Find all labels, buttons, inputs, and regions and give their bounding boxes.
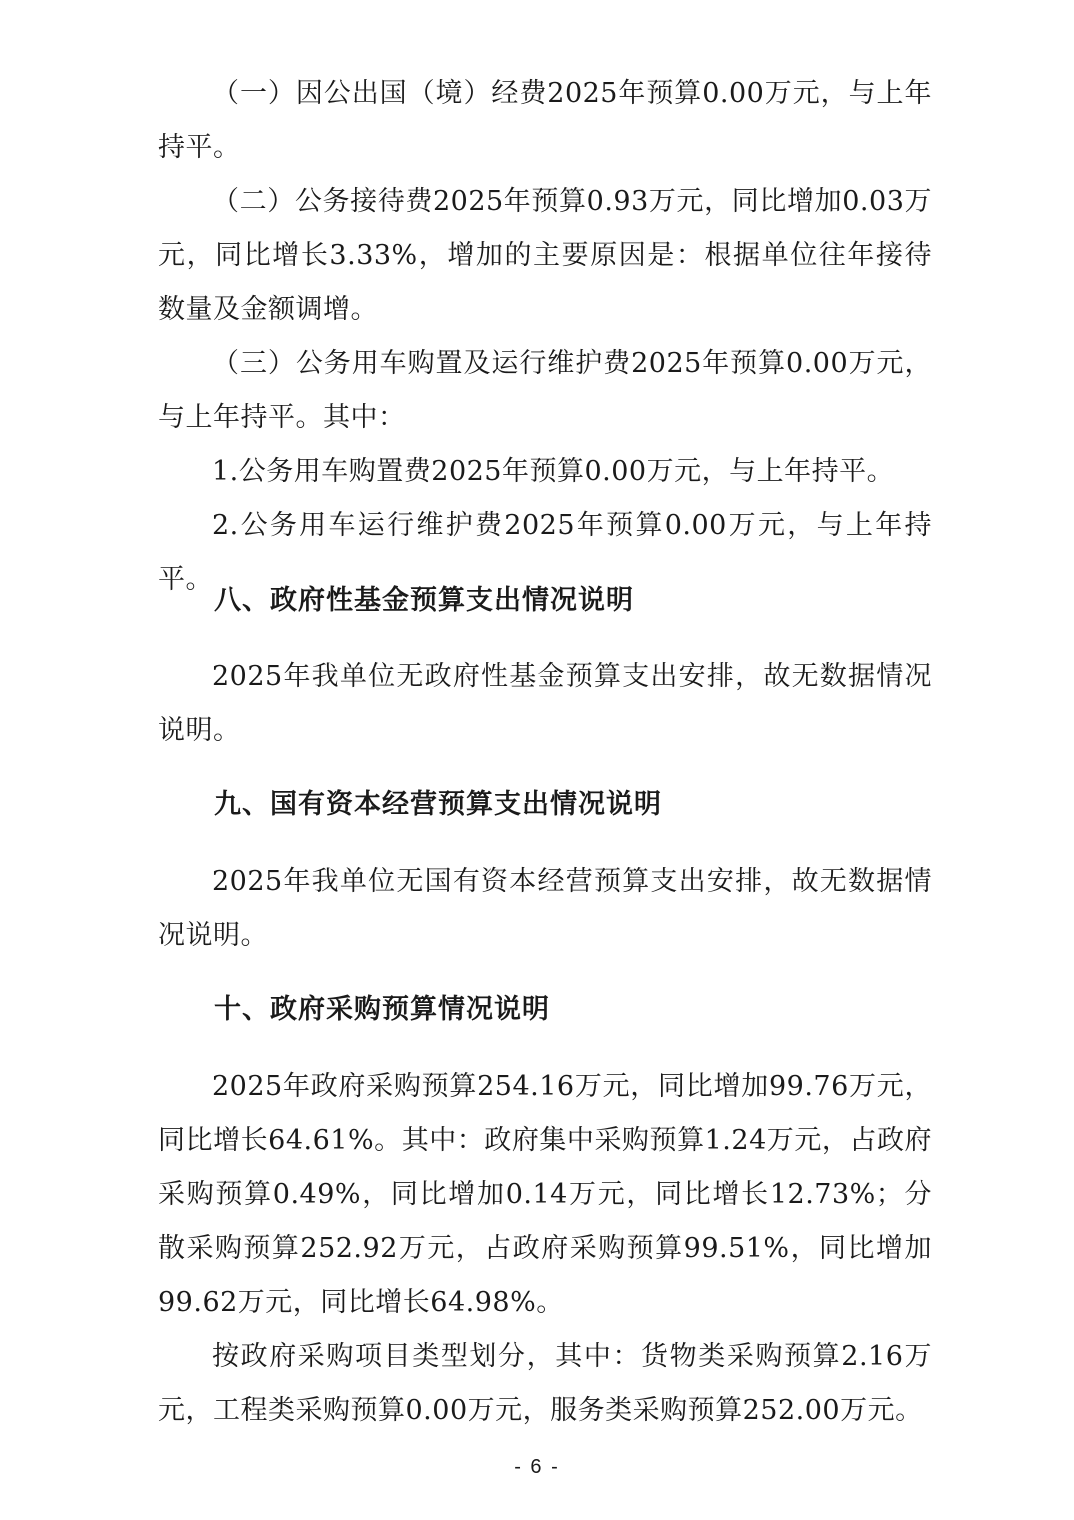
paragraph-vehicle-budget: （三）公务用车购置及运行维护费2025年预算0.00万元，与上年持平。其中： [158,348,932,433]
paragraph-state-capital: 2025年我单位无国有资本经营预算支出安排，故无数据情况说明。 [158,866,932,951]
paragraph-vehicle-purchase: 1.公务用车购置费2025年预算0.00万元，与上年持平。 [212,456,895,487]
paragraph-procurement-budget: 2025年政府采购预算254.16万元，同比增加99.76万元，同比增长64.61%。其中：政府集中采购预算1.24万元，占政府采购预算0.49%，同比增加0.14万元，同比增长12.73%；分散采购预算252.92万元，占政府采购预算99.51%，同比增加99.62万元，同比增长64.98%。 [158,1071,932,1318]
page-number: - 6 - [514,1456,560,1478]
paragraph-overseas-travel-budget: （一）因公出国（境）经费2025年预算0.00万元，与上年持平。 [158,78,932,163]
paragraph-vehicle-maintenance: 2.公务用车运行维护费2025年预算0.00万元，与上年持平。 [158,510,932,595]
paragraph-government-fund: 2025年我单位无政府性基金预算支出安排，故无数据情况说明。 [158,661,932,746]
section-heading-procurement: 十、政府采购预算情况说明 [214,994,550,1025]
paragraph-procurement-by-type: 按政府采购项目类型划分，其中：货物类采购预算2.16万元，工程类采购预算0.00万元，服务类采购预算252.00万元。 [158,1341,932,1426]
paragraph-reception-budget: （二）公务接待费2025年预算0.93万元，同比增加0.03万元，同比增长3.33%，增加的主要原因是：根据单位往年接待数量及金额调增。 [158,186,932,325]
section-heading-state-capital: 九、国有资本经营预算支出情况说明 [214,789,662,820]
section-heading-government-fund: 八、政府性基金预算支出情况说明 [214,585,634,616]
